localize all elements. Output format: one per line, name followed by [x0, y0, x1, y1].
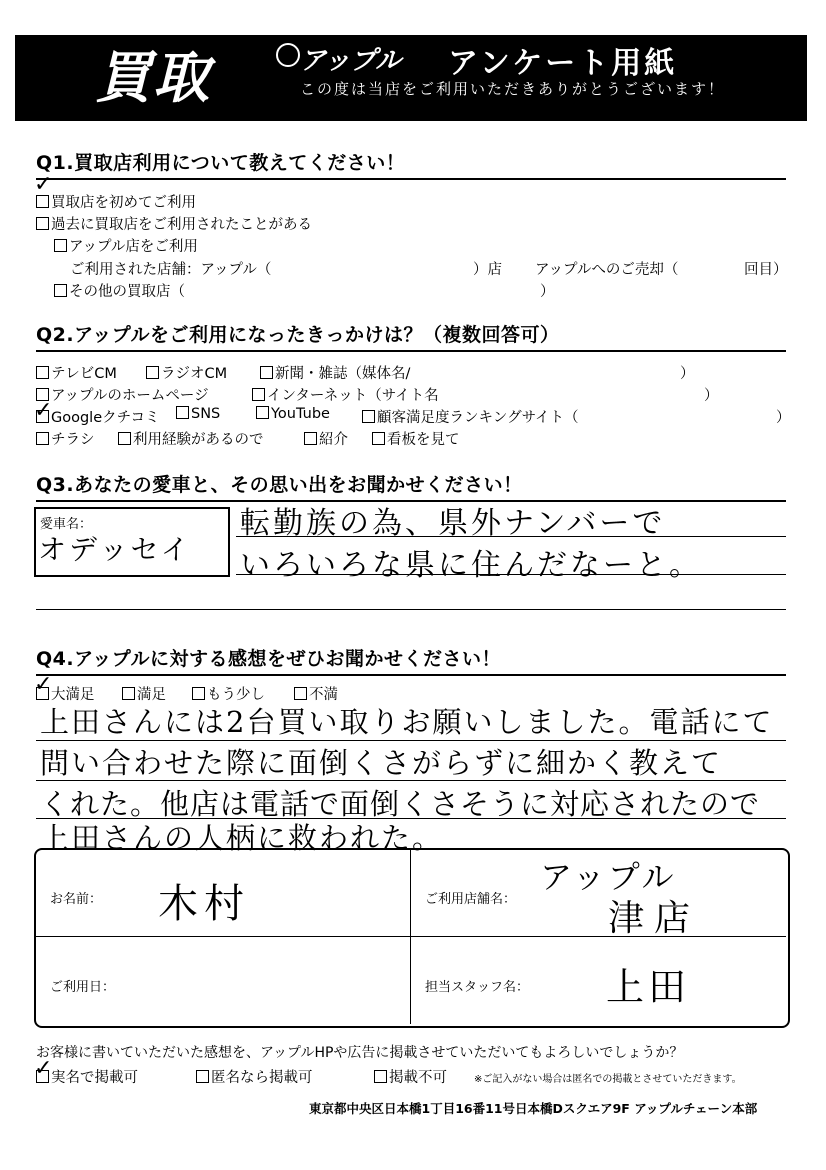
consent-option-not-allowed[interactable]: 掲載不可 [374, 1066, 447, 1087]
form-title: アンケート用紙 [448, 46, 678, 81]
info-divider-vertical [410, 850, 411, 1024]
store-label: ご利用店舗名： [425, 892, 517, 907]
q2-option-referral[interactable]: 紹介 [304, 428, 348, 449]
q2-option-ranking[interactable]: 顧客満足度ランキングサイト（ [362, 406, 579, 427]
q2-title: Q2.アップルをご利用になったきっかけは？（複数回答可） [36, 324, 560, 346]
staff-value[interactable]: 上田 [606, 965, 691, 1009]
q2-option-homepage[interactable]: アップルのホームページ [36, 384, 209, 405]
name-value[interactable]: 木村 [158, 881, 250, 927]
store-value-line-2[interactable]: 津店 [608, 898, 701, 939]
memory-line-2[interactable]: いろいろな県に住んだなーと。 [240, 548, 702, 583]
kaitori-logo-text: 買取 [95, 46, 211, 111]
q2-checkmark-icon: ✓ [34, 398, 53, 423]
comment-line-1[interactable]: 上田さんには2台買い取りお願いしました。電話にて [40, 705, 774, 739]
q1-other-close: ） [540, 284, 555, 300]
memory-rule-1 [236, 536, 786, 537]
comment-rule-1 [36, 740, 786, 741]
footer-address: 東京都中央区日本橋1丁目16番11号日本橋Dスクエア9F アップルチェーン本部 [309, 1101, 758, 1116]
consent-question: お客様に書いていただいた感想を、アップルHPや広告に掲載させていただいてもよろしいでしょうか？ [36, 1045, 684, 1061]
car-name-label: 愛車名： [40, 517, 93, 532]
consent-checkmark-icon: ✓ [34, 1056, 53, 1081]
q2-option-tv[interactable]: テレビCM [36, 362, 117, 383]
apple-logo-text: アップル [300, 46, 402, 76]
car-name-value[interactable]: オデッセイ [38, 533, 192, 566]
q2-option-radio[interactable]: ラジオCM [146, 362, 227, 383]
q2-option-google[interactable]: Googleクチコミ [36, 406, 160, 427]
date-label: ご利用日： [50, 980, 116, 995]
consent-note: ※ご記入がない場合は匿名での掲載とさせていただきます。 [474, 1074, 742, 1085]
q2-option-experience[interactable]: 利用経験があるので [118, 428, 264, 449]
q2-option-youtube[interactable]: YouTube [256, 406, 330, 422]
memory-rule-3 [36, 609, 786, 610]
q1-visit-suffix: 回目） [744, 262, 788, 278]
q4-underline [36, 674, 786, 676]
q4-option-very-satisfied[interactable]: 大満足 [36, 683, 95, 704]
q2-underline [36, 350, 786, 352]
consent-option-real-name[interactable]: 実名で掲載可 [36, 1066, 138, 1087]
comment-rule-2 [36, 780, 786, 781]
name-label: お名前： [50, 892, 103, 907]
q4-title: Q4.アップルに対する感想をぜひお聞かせください！ [36, 648, 502, 670]
q1-checkmark-icon: ✓ [34, 172, 53, 197]
q1-option-first[interactable]: 買取店を初めてご利用 [36, 191, 196, 212]
q4-option-slightly[interactable]: もう少し [192, 683, 265, 704]
q2-paper-close: ） [680, 366, 695, 382]
q2-option-paper[interactable]: 新聞・雑誌（媒体名/ [260, 362, 410, 383]
q2-internet-close: ） [704, 388, 719, 404]
comment-line-3[interactable]: くれた。他店は電話で面倒くさそうに対応されたので [40, 787, 761, 821]
store-value-line-1[interactable]: アップル [540, 858, 677, 896]
q2-option-flyer[interactable]: チラシ [36, 428, 95, 449]
q1-store-label: ご利用された店舗：アップル（ [70, 262, 272, 278]
q1-store-suffix: ）店 [473, 262, 502, 278]
comment-line-4[interactable]: 上田さんの人柄に救われた。 [40, 821, 444, 855]
staff-label: 担当スタッフ名： [425, 980, 530, 995]
q2-option-signboard[interactable]: 看板を見て [372, 428, 460, 449]
memory-rule-2 [236, 574, 786, 575]
q1-option-apple[interactable]: アップル店をご利用 [54, 235, 198, 256]
q2-ranking-close: ） [776, 410, 791, 426]
comment-line-2[interactable]: 問い合わせた際に面倒くさがらずに細かく教えて [40, 746, 723, 780]
q1-underline [36, 178, 786, 180]
q1-option-other[interactable]: その他の買取店（ [54, 280, 185, 301]
q4-option-satisfied[interactable]: 満足 [122, 683, 166, 704]
comment-rule-3 [36, 818, 786, 819]
q4-option-unsatisfied[interactable]: 不満 [294, 683, 338, 704]
q4-checkmark-icon: ✓ [34, 672, 53, 697]
apple-logo-icon [276, 43, 300, 67]
consent-option-anonymous[interactable]: 匿名なら掲載可 [196, 1066, 313, 1087]
q1-visit-label: アップルへのご売却（ [535, 262, 679, 278]
q2-option-internet[interactable]: インターネット（サイト名 [252, 384, 439, 405]
q1-option-past[interactable]: 過去に買取店をご利用されたことがある [36, 213, 312, 234]
q2-option-sns[interactable]: SNS [176, 406, 220, 422]
q3-title: Q3.あなたの愛車と、その思い出をお聞かせください！ [36, 474, 523, 496]
form-subtitle: この度は当店をご利用いただきありがとうございます！ [300, 80, 726, 98]
q1-title: Q1.買取店利用について教えてください！ [36, 152, 406, 174]
memory-line-1[interactable]: 転勤族の為、県外ナンバーで [240, 506, 666, 541]
